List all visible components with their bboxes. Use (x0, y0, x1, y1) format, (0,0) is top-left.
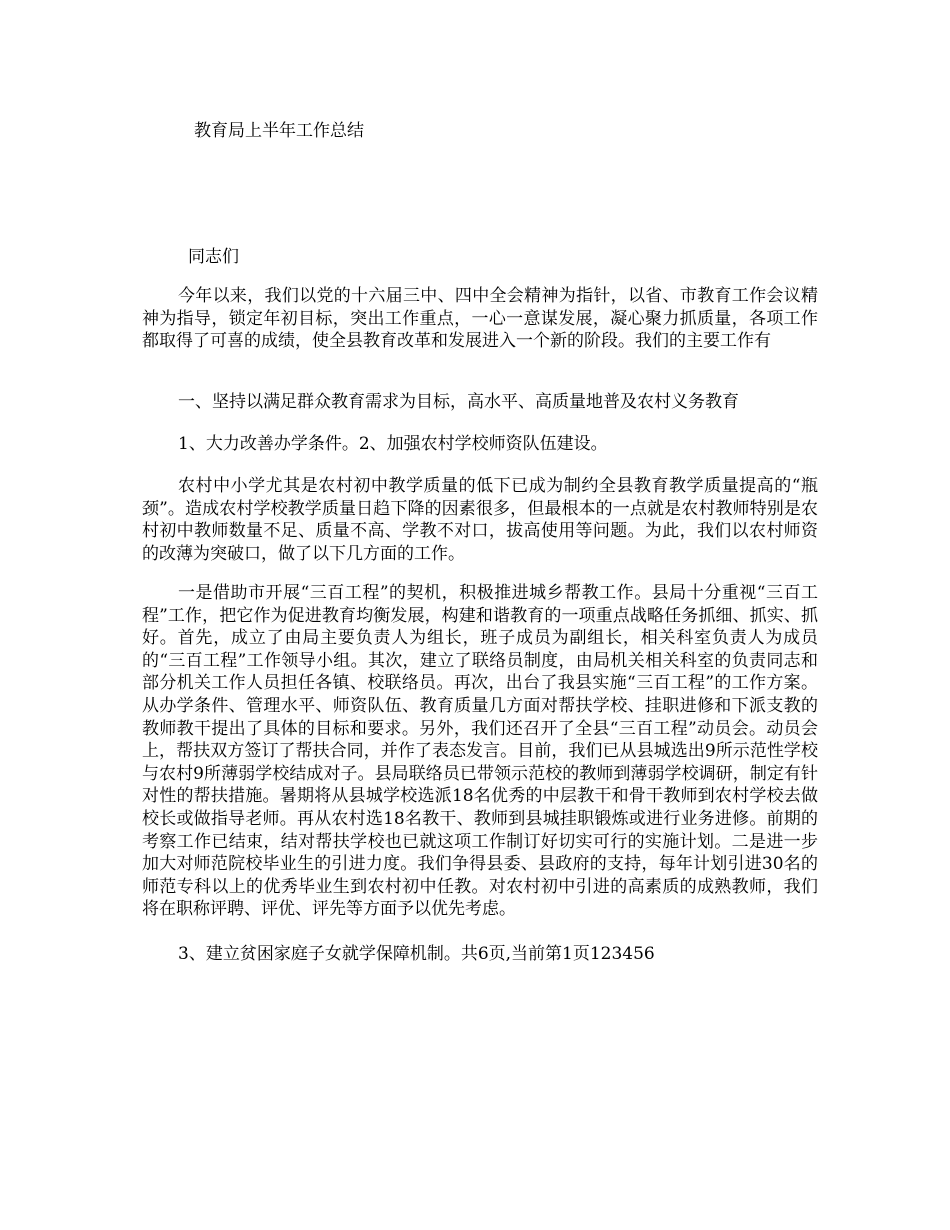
paragraph-three-hundred-project: 一是借助市开展“三百工程”的契机，积极推进城乡帮教工作。县局十分重视“三百工程”工作，把它作为促进教育均衡发展，构建和谐教育的一项重点战略任务抓细、抓实、抓好。首先，成立了由局主要负责人为组长，班子成员为副组长，相关科室负责人为成员的“三百工程”工作领导小组。其次，建立了联络员制度，由局机关相关科室的负责同志和部分机关工作人员担任各镇、校联络员。再次，出台了我县实施“三百工程”的工作方案。从办学条件、管理水平、师资队伍、教育质量几方面对帮扶学校、挂职进修和下派支教的教师教干提出了具体的目标和要求。另外，我们还召开了全县“三百工程”动员会。动员会上，帮扶双方签订了帮扶合同，并作了表态发言。目前，我们已从县城选出9所示范性学校与农村9所薄弱学校结成对子。县局联络员已带领示范校的教师到薄弱学校调研，制定有针对性的帮扶措施。暑期将从县城学校选派18名优秀的中层教干和骨干教师到农村学校去做校长或做指导老师。再从农村选18名教干、教师到县城挂职锻炼或进行业务进修。前期的考察工作已结束，结对帮扶学校也已就这项工作制订好切实可行的实施计划。二是进一步加大对师范院校毕业生的引进力度。我们争得县委、县政府的支持，每年计划引进30名的师范专科以上的优秀毕业生到农村初中任教。对农村初中引进的高素质的成熟教师，我们将在职称评聘、评优、评先等方面予以优先考虑。 (142, 583, 818, 920)
paragraph-rural-quality: 农村中小学尤其是农村初中教学质量的低下已成为制约全县教育教学质量提高的“瓶颈”。造成农村学校教学质量日趋下降的因素很多，但最根本的一点就是农村教师特别是农村初中教师数量不足、质量不高、学教不对口，拔高使用等问题。为此，我们以农村师资的改薄为突破口，做了以下几方面的工作。 (142, 476, 818, 564)
document-title: 教育局上半年工作总结 (194, 121, 364, 141)
section-heading-1: 一、坚持以满足群众教育需求为目标，高水平、高质量地普及农村义务教育 (178, 392, 739, 412)
paragraph-intro: 今年以来，我们以党的十六届三中、四中全会精神为指针，以省、市教育工作会议精神为指导，锁定年初目标，突出工作重点，一心一意谋发展，凝心聚力抓质量，各项工作都取得了可喜的成绩，使全县教育改革和发展进入一个新的阶段。我们的主要工作有 (142, 286, 818, 352)
subsection-items: 1、大力改善办学条件。2、加强农村学校师资队伍建设。 (178, 434, 608, 454)
greeting: 同志们 (188, 247, 239, 267)
paragraph-poverty-support: 3、建立贫困家庭子女就学保障机制。共6页,当前第1页123456 (178, 944, 655, 964)
